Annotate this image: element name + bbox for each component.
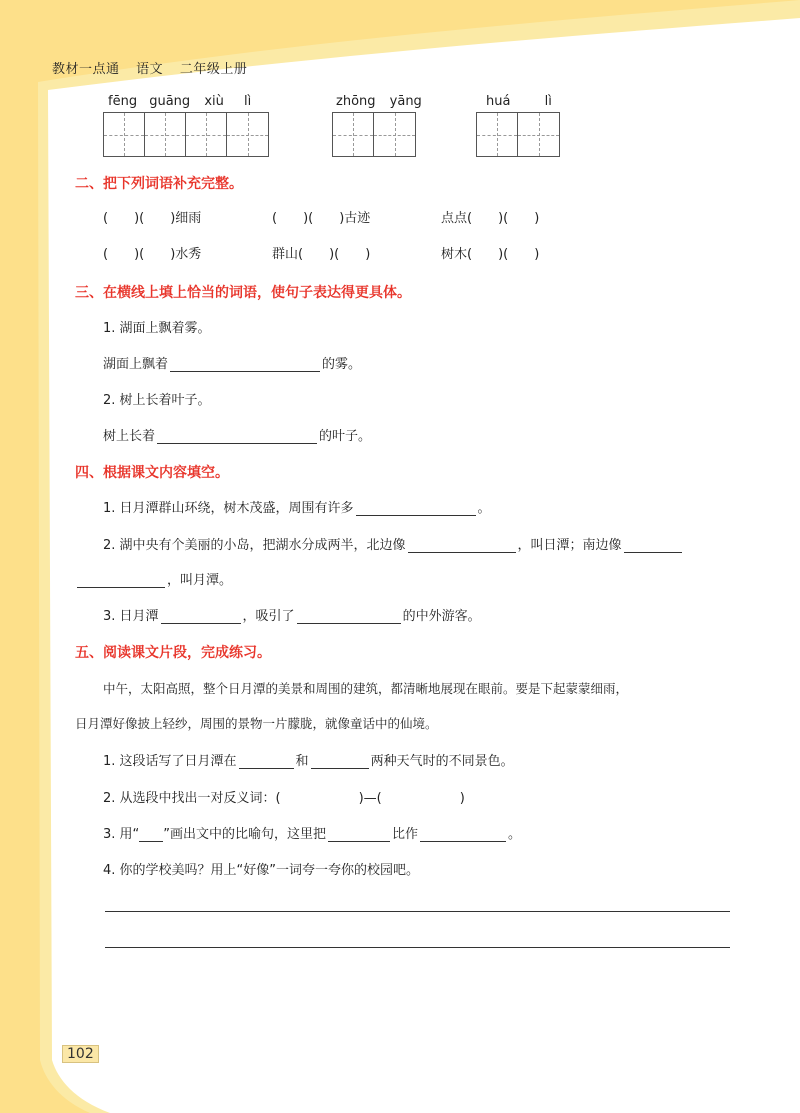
writing-cell[interactable] <box>518 113 559 156</box>
pinyin-group-3 <box>486 94 552 109</box>
pinyin-syllable: lì <box>544 94 552 109</box>
answer-blank[interactable] <box>311 754 369 769</box>
question-4-2-cont <box>75 569 232 588</box>
question-4-2 <box>103 534 684 553</box>
underline-sample <box>139 827 163 842</box>
reading-passage-line-2: 日月潭好像披上轻纱，周围的景物一片朦胧，就像童话中的仙境。 <box>75 716 438 731</box>
writing-cell[interactable] <box>227 113 268 156</box>
section-4-title: 四、根据课文内容填空。 <box>75 465 229 481</box>
prompt-text: 和 <box>295 754 309 769</box>
prompt-text: 2. 湖中央有个美丽的小岛，把湖水分成两半，北边像 <box>103 538 406 553</box>
question-5-4: 4. 你的学校美吗？用上“好像”一词夸一夸你的校园吧。 <box>103 863 420 878</box>
writing-line[interactable] <box>105 911 730 912</box>
answer-blank[interactable] <box>356 501 476 516</box>
writing-cell[interactable] <box>333 113 374 156</box>
fill-word-item[interactable]: 树木( )( ) <box>441 247 540 262</box>
prompt-text: ，叫日潭；南边像 <box>517 538 622 553</box>
writing-cell[interactable] <box>374 113 415 156</box>
book-title: 教材一点通 <box>52 62 120 77</box>
character-grid-1 <box>103 112 269 157</box>
pinyin-syllable: yāng <box>389 94 422 109</box>
prompt-text: 两种天气时的不同景色。 <box>370 754 514 769</box>
fill-word-item[interactable]: 群山( )( ) <box>272 247 371 262</box>
subject-label: 语文 <box>136 62 164 77</box>
answer-3-1 <box>103 353 361 372</box>
character-grid-2 <box>332 112 416 157</box>
writing-cell[interactable] <box>104 113 145 156</box>
pinyin-syllable: guāng <box>149 94 191 109</box>
prompt-text: 的中外游客。 <box>402 609 481 624</box>
question-5-2[interactable]: 2. 从选段中找出一对反义词：( )—( ) <box>103 791 465 806</box>
question-5-1 <box>103 750 514 769</box>
question-3-2: 2. 树上长着叶子。 <box>103 393 211 408</box>
answer-blank[interactable] <box>420 827 506 842</box>
answer-blank[interactable] <box>157 429 317 444</box>
grade-label: 二年级上册 <box>179 62 248 77</box>
pinyin-syllable: lì <box>244 94 252 109</box>
prompt-text: 。 <box>477 501 491 516</box>
prompt-text: 1. 日月潭群山环绕，树木茂盛，周围有许多 <box>103 501 354 516</box>
writing-cell[interactable] <box>477 113 518 156</box>
fill-word-item[interactable]: ( )( )细雨 <box>103 211 202 226</box>
prompt-text: 3. 用“ <box>103 827 140 842</box>
answer-3-2 <box>103 425 371 444</box>
pinyin-syllable: xiù <box>204 94 224 109</box>
question-4-1 <box>103 497 491 516</box>
prompt-text: 1. 这段话写了日月潭在 <box>103 754 237 769</box>
prompt-text: 。 <box>508 827 522 842</box>
prompt-text: 的叶子。 <box>319 429 372 444</box>
fill-word-item[interactable]: 点点( )( ) <box>441 211 540 226</box>
answer-blank[interactable] <box>239 754 294 769</box>
pinyin-syllable: huá <box>486 94 511 109</box>
answer-blank[interactable] <box>170 357 320 372</box>
prompt-text: 湖面上飘着 <box>103 357 169 372</box>
prompt-text: 的雾。 <box>322 357 362 372</box>
question-5-3 <box>103 823 521 842</box>
writing-line[interactable] <box>105 947 730 948</box>
prompt-text: ，吸引了 <box>242 609 295 624</box>
pinyin-group-2 <box>336 94 422 109</box>
pinyin-syllable: fēng <box>108 94 138 109</box>
writing-cell[interactable] <box>145 113 186 156</box>
section-3-title: 三、在横线上填上恰当的词语，使句子表达得更具体。 <box>75 285 411 301</box>
answer-blank[interactable] <box>297 609 401 624</box>
answer-blank[interactable] <box>624 538 682 553</box>
page-header <box>52 58 259 77</box>
prompt-text: 比作 <box>392 827 419 842</box>
fill-word-item[interactable]: ( )( )古迹 <box>272 211 371 226</box>
question-4-3 <box>103 605 481 624</box>
section-5-title: 五、阅读课文片段，完成练习。 <box>75 645 271 661</box>
pinyin-syllable: zhōng <box>336 94 376 109</box>
answer-blank[interactable] <box>408 538 516 553</box>
page-number: 102 <box>62 1045 99 1063</box>
prompt-text: ”画出文中的比喻句，这里把 <box>163 827 327 842</box>
answer-blank[interactable] <box>328 827 390 842</box>
answer-blank[interactable] <box>161 609 241 624</box>
pinyin-group-1 <box>108 94 251 109</box>
fill-word-item[interactable]: ( )( )水秀 <box>103 247 202 262</box>
answer-blank[interactable] <box>77 573 165 588</box>
prompt-text: 树上长着 <box>103 429 156 444</box>
section-2-title: 二、把下列词语补充完整。 <box>75 176 243 192</box>
character-grid-3 <box>476 112 560 157</box>
writing-cell[interactable] <box>186 113 227 156</box>
question-3-1: 1. 湖面上飘着雾。 <box>103 321 211 336</box>
prompt-text: 3. 日月潭 <box>103 609 159 624</box>
reading-passage-line-1: 中午，太阳高照，整个日月潭的美景和周围的建筑，都清晰地展现在眼前。要是下起蒙蒙细雨， <box>103 681 629 696</box>
prompt-text: ，叫月潭。 <box>167 573 233 588</box>
